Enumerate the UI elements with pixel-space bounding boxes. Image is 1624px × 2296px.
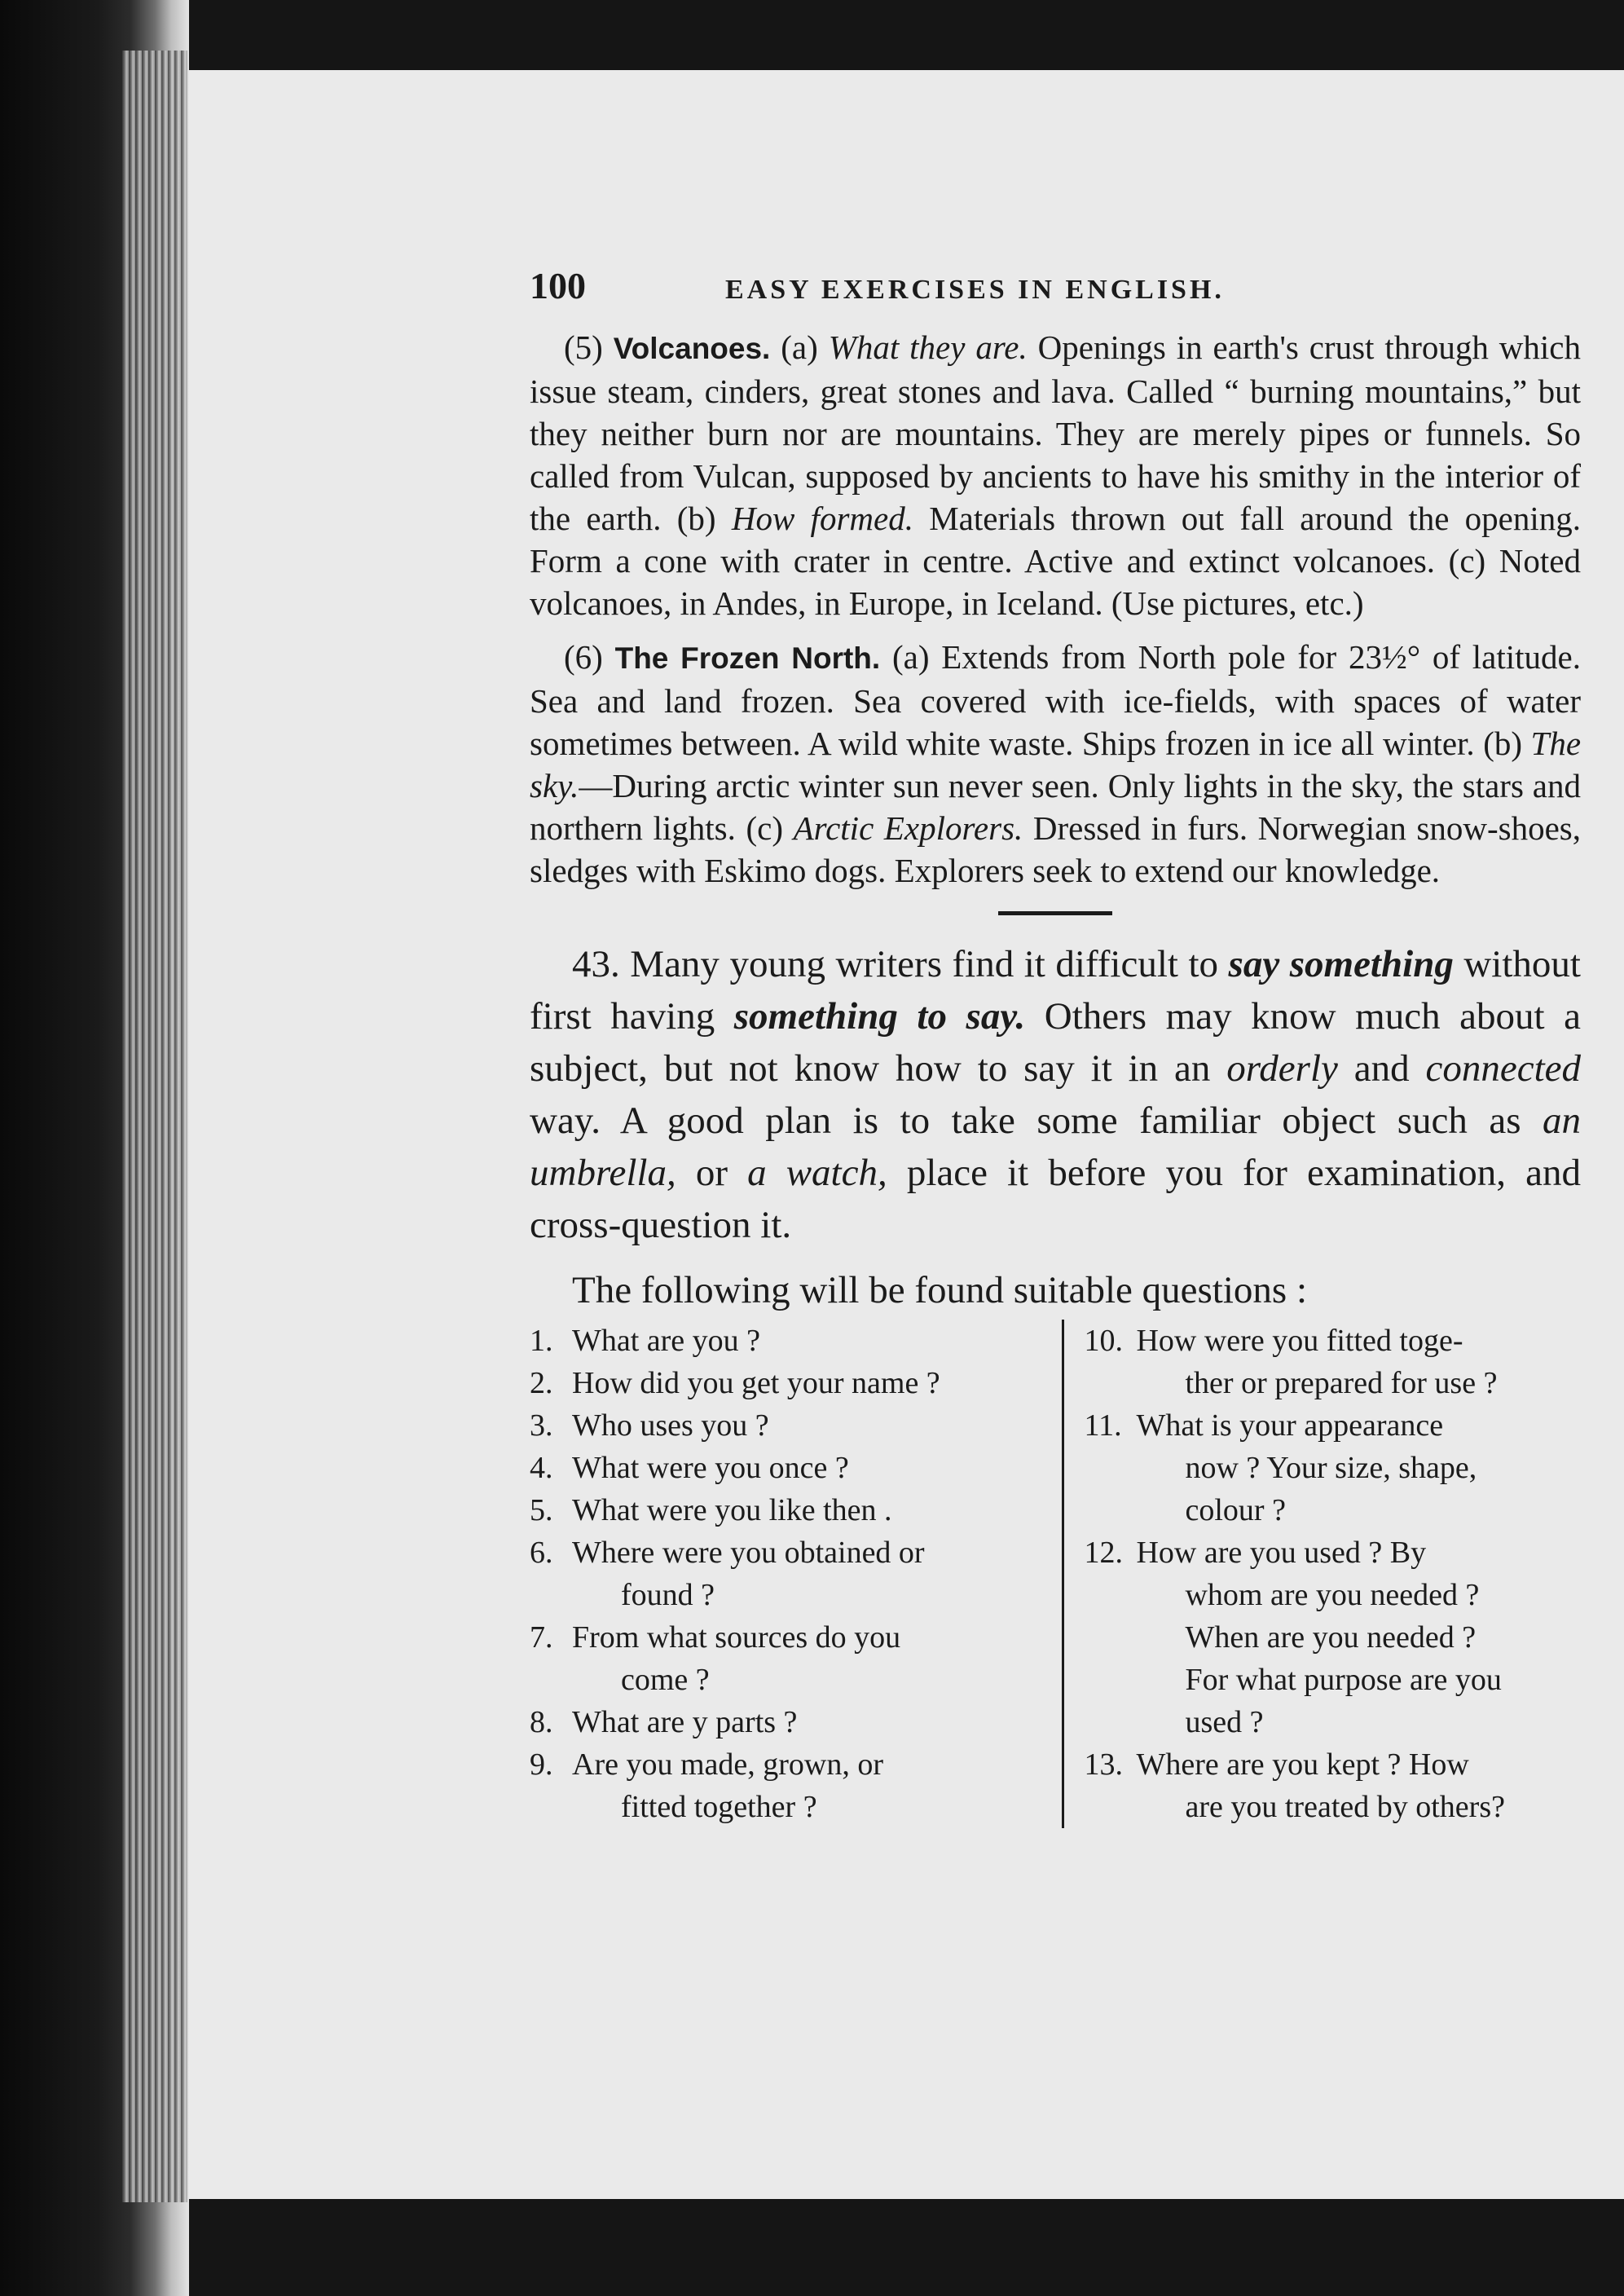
question-item bbox=[530, 1447, 1050, 1489]
para-title: The Frozen North. bbox=[614, 641, 881, 675]
question-number: 8. bbox=[530, 1705, 553, 1739]
question-text: Where are you kept ? How are you treated by others? bbox=[1136, 1743, 1581, 1828]
question-continuation: used ? bbox=[1185, 1705, 1264, 1739]
questions-intro: The following will be found suitable questions : bbox=[572, 1269, 1308, 1311]
question-number: 2. bbox=[530, 1366, 553, 1400]
italic-heading-c: Arctic Explorers. bbox=[793, 809, 1023, 847]
label-a: (a) bbox=[891, 638, 930, 676]
para-number: (6) bbox=[564, 638, 603, 676]
paragraph-frozen-north bbox=[530, 636, 1581, 892]
section-43 bbox=[530, 938, 1581, 1251]
question-number: 3. bbox=[530, 1408, 553, 1443]
para-text: Dressed in furs. Norwegian snow-shoes, sledges with Eskimo dogs. Explorers seek to extend our knowledge. bbox=[530, 809, 1581, 889]
emphasis: a watch, bbox=[747, 1152, 887, 1194]
page-edges bbox=[122, 51, 187, 2202]
emphasis: something to say. bbox=[733, 995, 1026, 1038]
para-text: Noted volcanoes, in Andes, in Europe, in Iceland. (Use pictures, etc.) bbox=[530, 542, 1582, 622]
para-title: Volcanoes. bbox=[613, 332, 771, 365]
emphasis: orderly bbox=[1226, 1047, 1338, 1090]
question-number: 9. bbox=[530, 1747, 553, 1782]
para-text: Materials thrown out fall around the opening. Form a cone with crater in centre. Active and extinct volcanoes. bbox=[530, 500, 1581, 580]
question-item bbox=[1084, 1404, 1581, 1531]
question-continuation: colour ? bbox=[1185, 1493, 1286, 1527]
section-divider bbox=[998, 911, 1112, 915]
question-text: What were you once ? bbox=[572, 1451, 849, 1485]
label-b: (b) bbox=[676, 500, 716, 537]
question-item bbox=[530, 1489, 1050, 1531]
question-text: Who uses you ? bbox=[572, 1408, 769, 1443]
paragraph-volcanoes bbox=[530, 326, 1581, 624]
question-number: 11. bbox=[1084, 1408, 1122, 1443]
question-number: 13. bbox=[1084, 1747, 1123, 1782]
question-text: What is your appearance now ? Your size, shape, colour ? bbox=[1136, 1404, 1581, 1531]
para-number: (5) bbox=[564, 328, 603, 366]
question-item bbox=[1084, 1320, 1581, 1404]
section-text: and bbox=[1337, 1047, 1426, 1090]
question-item bbox=[530, 1743, 1050, 1828]
emphasis: an umbrella, bbox=[530, 1100, 1581, 1194]
question-item bbox=[530, 1616, 1050, 1701]
italic-heading-b: The sky. bbox=[530, 725, 1582, 804]
para-text: —During arctic winter sun never seen. Only lights in the sky, the stars and northern lights. bbox=[530, 767, 1581, 847]
question-text: How were you fitted toge- ther or prepared for use ? bbox=[1136, 1320, 1581, 1404]
question-item bbox=[530, 1320, 1050, 1362]
section-text: 43. Many young writers find it difficult to bbox=[572, 943, 1229, 985]
question-continuation: found ? bbox=[621, 1578, 715, 1612]
question-continuation: whom are you needed ? bbox=[1185, 1578, 1480, 1612]
questions-right-column bbox=[1062, 1320, 1581, 1828]
question-item bbox=[530, 1404, 1050, 1447]
question-continuation: come ? bbox=[621, 1663, 710, 1697]
italic-heading-b: How formed. bbox=[731, 500, 913, 537]
page-content bbox=[530, 265, 1581, 1828]
question-text: Are you made, grown, or fitted together ? bbox=[572, 1743, 1050, 1828]
question-continuation: For what purpose are you bbox=[1185, 1663, 1502, 1697]
section-text: without first having bbox=[530, 943, 1581, 1038]
question-text: Where were you obtained or found ? bbox=[572, 1531, 1050, 1616]
section-text: Others may know much about a subject, but not know how to say it in an bbox=[530, 995, 1581, 1090]
question-number: 12. bbox=[1084, 1536, 1123, 1570]
question-number: 5. bbox=[530, 1493, 553, 1527]
emphasis: connected bbox=[1425, 1047, 1581, 1090]
question-number: 10. bbox=[1084, 1324, 1123, 1358]
emphasis: say something bbox=[1228, 943, 1454, 985]
question-continuation: fitted together ? bbox=[621, 1790, 817, 1824]
question-number: 7. bbox=[530, 1620, 553, 1655]
question-item bbox=[1084, 1743, 1581, 1828]
label-c: (c) bbox=[1448, 542, 1486, 580]
question-number: 6. bbox=[530, 1536, 553, 1570]
questions-list bbox=[530, 1320, 1581, 1828]
question-item bbox=[530, 1362, 1050, 1404]
question-continuation: When are you needed ? bbox=[1185, 1620, 1477, 1655]
question-number: 4. bbox=[530, 1451, 553, 1485]
label-c: (c) bbox=[746, 809, 783, 847]
section-text: way. A good plan is to take some familiar object such as bbox=[530, 1100, 1543, 1142]
question-number: 1. bbox=[530, 1324, 553, 1358]
question-continuation: now ? Your size, shape, bbox=[1185, 1451, 1477, 1485]
question-continuation: ther or prepared for use ? bbox=[1185, 1366, 1498, 1400]
para-text: Openings in earth's crust through which issue steam, cinders, great stones and lava. Called “ burning mountains,” but they neither burn nor are mountains. They are merely pipes or funnels. So called from Vulcan, supposed by ancients to have his smithy in the interior of the earth. bbox=[530, 328, 1582, 537]
question-text: From what sources do you come ? bbox=[572, 1616, 1050, 1701]
section-text: or bbox=[676, 1152, 748, 1194]
section-text: place it before you for examination, and cross-question it. bbox=[530, 1152, 1581, 1246]
italic-heading-a: What they are. bbox=[828, 328, 1028, 366]
running-head bbox=[530, 265, 1581, 311]
question-text: How are you used ? By whom are you needed ? When are you needed ? For what purpose are you used ? bbox=[1136, 1531, 1581, 1743]
question-item bbox=[1084, 1531, 1581, 1743]
para-text: Extends from North pole for 23½° of latitude. Sea and land frozen. Sea covered with ice-fields, with spaces of water sometimes between. A wild white waste. Ships frozen in ice all winter. bbox=[530, 638, 1582, 762]
question-item bbox=[530, 1531, 1050, 1616]
question-text: What are y parts ? bbox=[572, 1705, 798, 1739]
question-text: What are you ? bbox=[572, 1324, 761, 1358]
question-item bbox=[530, 1701, 1050, 1743]
label-b: (b) bbox=[1483, 725, 1522, 762]
questions-left-column bbox=[530, 1320, 1062, 1828]
page-number: 100 bbox=[530, 265, 586, 306]
label-a: (a) bbox=[781, 328, 818, 366]
running-title: EASY EXERCISES IN ENGLISH. bbox=[725, 275, 1225, 305]
question-text: What were you like then . bbox=[572, 1493, 892, 1527]
question-continuation: are you treated by others? bbox=[1185, 1790, 1505, 1824]
question-text: How did you get your name ? bbox=[572, 1366, 940, 1400]
